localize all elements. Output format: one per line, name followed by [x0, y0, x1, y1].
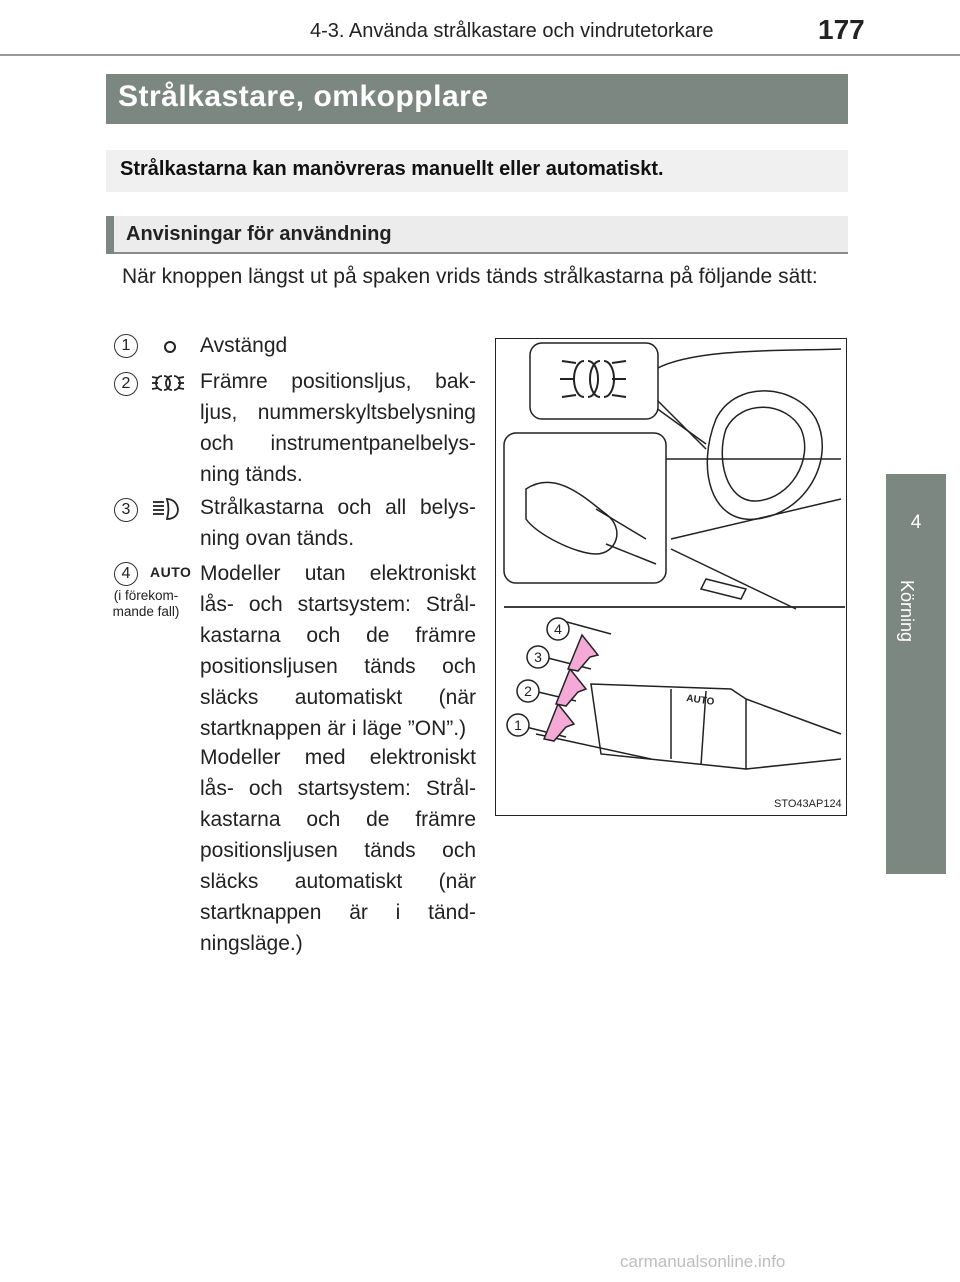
running-header: 4-3. Använda strålkastare och vindrutetorkare: [310, 20, 714, 42]
watermark: carmanualsonline.info: [620, 1252, 786, 1271]
page-number: 177: [818, 14, 865, 45]
chapter-side-tab: [886, 474, 946, 874]
illustration: [495, 338, 847, 816]
chapter-label-text: Körning: [897, 580, 917, 643]
item-text-4: Modeller utan elektroniskt lås- och startsystem: Strål-kastarna och de främre positionsljusen tänds och släcks automatiskt (när startknappen är i läge ”ON”.): [200, 562, 476, 740]
subsection-accent: [106, 216, 114, 254]
headlight-icon: [150, 496, 186, 522]
lever-auto-label: AUTO: [685, 693, 715, 708]
item-number-4: 4: [114, 562, 138, 586]
position-lights-icon: [150, 370, 186, 396]
item-number-2: 2: [114, 372, 138, 396]
callout-2: 2: [524, 683, 532, 699]
body-paragraph: När knoppen längst ut på spaken vrids tänds strålkastarna på följande sätt:: [122, 265, 818, 288]
illustration-code: STO43AP124: [774, 798, 842, 810]
callout-1: 1: [514, 717, 522, 733]
chapter-number: 4: [910, 512, 922, 533]
off-circle-icon: [152, 334, 188, 360]
item-text-2: Främre positionsljus, bak-ljus, nummerskyltsbelysning och instrumentpanelbelys-ning tänds.: [200, 370, 476, 486]
subsection-title: Anvisningar för användning: [126, 223, 392, 245]
item-number-1: 1: [114, 334, 138, 358]
header-rule: [0, 54, 960, 56]
item-text-1: Avstängd: [200, 334, 288, 357]
page-title: Strålkastare, omkopplare: [118, 80, 489, 113]
callout-4: 4: [554, 621, 562, 637]
item-text-3: Strålkastarna och all belys-ning ovan tänds.: [200, 496, 476, 550]
item-number-3: 3: [114, 498, 138, 522]
headlight-switch-drawing: [496, 339, 845, 814]
callout-3: 3: [534, 649, 542, 665]
chapter-label: [896, 580, 936, 650]
auto-icon: AUTO: [150, 564, 192, 580]
intro-text: Strålkastarna kan manövreras manuellt eller automatiskt.: [120, 158, 664, 180]
availability-note: (i förekom-mande fall): [112, 588, 180, 619]
item-text-4b: Modeller med elektroniskt lås- och startsystem: Strål-kastarna och de främre positionsljusen tänds och släcks automatiskt (när startknappen är i tänd-ningsläge.): [200, 746, 476, 955]
